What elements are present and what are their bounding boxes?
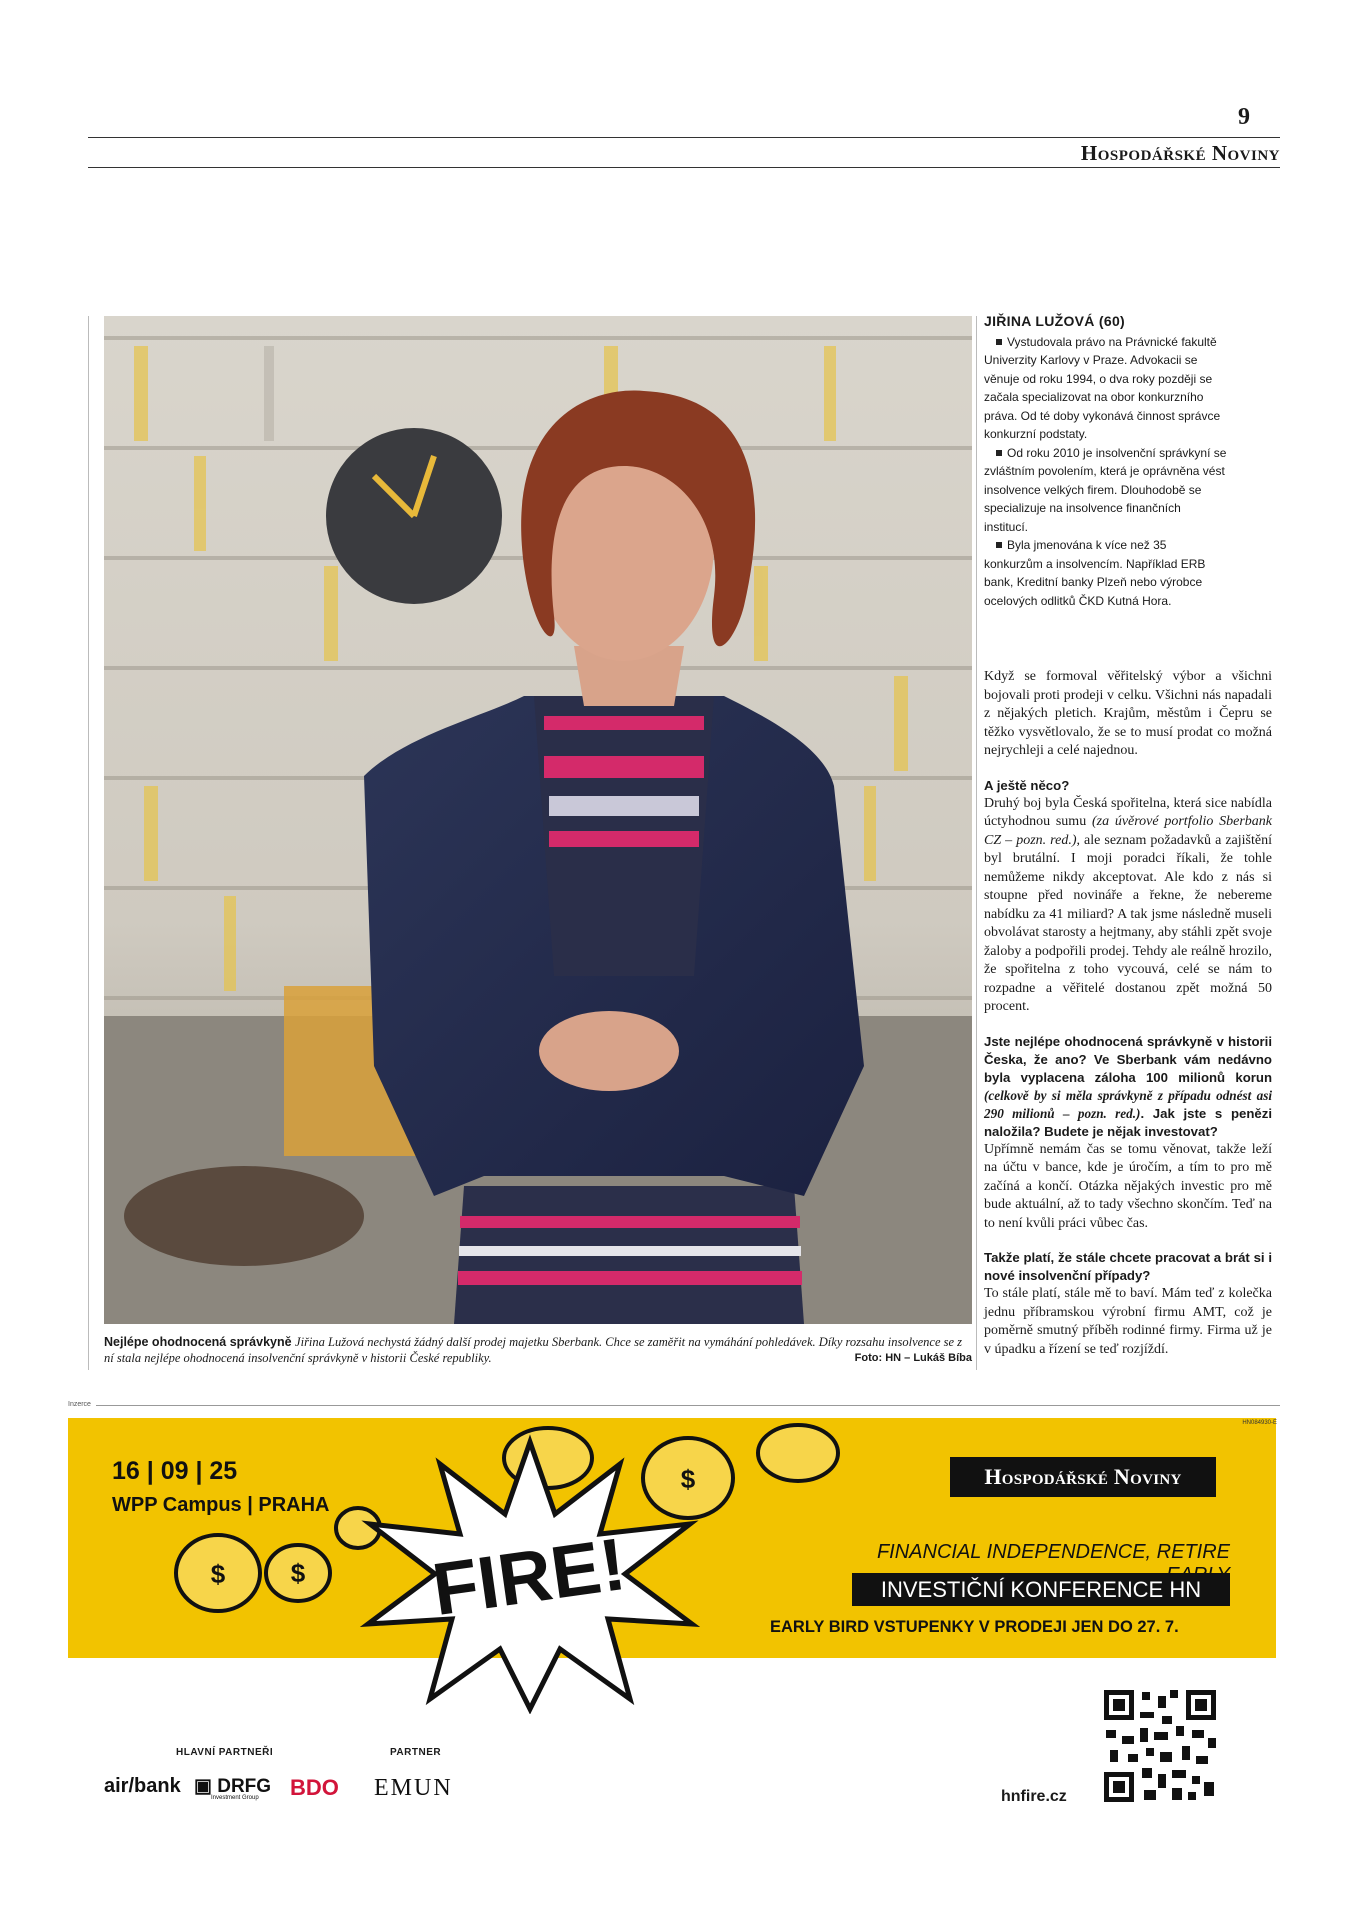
emun-logo: EMUN bbox=[374, 1775, 453, 1801]
ad-rule bbox=[96, 1405, 1280, 1406]
event-url-link[interactable]: hnfire.cz bbox=[1001, 1788, 1067, 1805]
svg-text:$: $ bbox=[290, 1558, 306, 1588]
caption-text: Jiřina Lužová nechystá žádný další prodej majetku Sberbank. Chce se zaměřit na vymáhání pohledávek. Díky rozsahu insolvence se z ní stala nejlépe ohodnocená insolvenční správkyně v historii České republiky. bbox=[104, 1335, 963, 1365]
bullet-square-icon bbox=[996, 542, 1002, 548]
interview-answer: Upřímně nemám čas se tomu věnovat, takže leží na účtu v bance, kde je úročím, a tím to pro mě začíná a končí. Otázka nějakých investic pro mě bude aktuální, až to tady všechno skončím. Teď na to není kvůli práci vůbec čas. bbox=[984, 1141, 1272, 1231]
early-bird-text: EARLY BIRD VSTUPENKY V PRODEJI JEN DO 27. 7. bbox=[770, 1618, 1179, 1636]
svg-text:$: $ bbox=[210, 1559, 226, 1589]
portrait-photo bbox=[104, 316, 972, 1324]
fire-starburst bbox=[360, 1434, 700, 1714]
column-rule bbox=[976, 316, 977, 1370]
bdo-logo: BDO bbox=[290, 1775, 339, 1800]
header-rule bbox=[88, 137, 1280, 138]
main-partners-label: HLAVNÍ PARTNEŘI bbox=[176, 1747, 274, 1758]
ad-code: HN084930-E bbox=[1242, 1420, 1277, 1426]
bio-item: Byla jmenována k více než 35 konkurzům a insolvencím. Například ERB bank, Kreditní banky Plzeň nebo výrobce ocelových odlitků ČKD Kutná Hora. bbox=[984, 538, 1206, 608]
partner-label: PARTNER bbox=[390, 1747, 442, 1758]
airbank-logo: air/bank bbox=[104, 1775, 181, 1797]
page-number: 9 bbox=[1238, 104, 1250, 130]
photo-caption bbox=[104, 1334, 972, 1366]
article-paragraph: Když se formoval věřitelský výbor a všichni bojovali proti prodeji v celku. Všichni nás napadali z nějakých pletich. Krajům, městům i Čepru se těžko vysvětlovalo, že se to musí prodat co možná nejrychleji a celé najednou. bbox=[984, 669, 1272, 758]
event-date: 16 | 09 | 25 bbox=[112, 1457, 238, 1485]
ad-tagline: FINANCIAL INDEPENDENCE, RETIRE bbox=[876, 1541, 1230, 1563]
column-rule bbox=[88, 316, 89, 1370]
masthead: Hospodářské Noviny bbox=[1080, 141, 1280, 165]
fire-headline: FIRE! bbox=[427, 1522, 631, 1632]
hn-logo: Hospodářské Noviny bbox=[950, 1457, 1216, 1497]
event-venue: WPP Campus | PRAHA bbox=[112, 1494, 330, 1516]
header-rule-bottom bbox=[88, 167, 1280, 168]
bullet-square-icon bbox=[996, 450, 1002, 456]
interview-question: A ještě něco? bbox=[984, 777, 1070, 793]
interview-question: Jste nejlépe ohodnocená správkyně v historii Česka, že ano? Ve Sberbank vám nedávno byla vyplacena záloha 100 milionů korun (celkově by si měla správkyně z případu odnést asi 290 milionů – pozn. red.). Jak jste s penězi naložila? Budete je nějak investovat? bbox=[984, 1033, 1272, 1139]
qr-code-icon[interactable] bbox=[1100, 1686, 1220, 1806]
interview-question: Takže platí, že stále chcete pracovat a brát si i nové insolvenční případy? bbox=[984, 1250, 1272, 1283]
interview-answer: Druhý boj byla Česká spořitelna, která sice nabídla úctyhodnou sumu (za úvěrové portfolio Sberbank CZ – pozn. red.), ale seznam požadavků a zajištění byl brutální. I moji poradci říkali, že tohle nemůžeme nikdy akceptovat. Ale kdo z nás si stoupne před novináře a řekne, že nebereme nabídku za 41 miliard? A tak jsme následně museli obvolávat starosty a hejtmany, aby stáhli zpět svoje žaloby a podpořili prodej. Tehdy ale reálně hrozilo, že spořitelna z toho vycouvá, celé se nám to rozpadne a věřitelé dostanou zpět možná 50 procent. bbox=[984, 795, 1272, 1014]
bio-box bbox=[984, 312, 1228, 610]
bio-item: Od roku 2010 je insolvenční správkyní se zvláštním povolením, která je oprávněna vést insolvence velkých firem. Dlouhodobě se specializuje na insolvence finančních institucí. bbox=[984, 445, 1227, 534]
ad-label: Inzerce bbox=[68, 1401, 91, 1408]
photo-credit: Foto: HN – Lukáš Bíba bbox=[854, 1352, 972, 1364]
interview-answer: To stále platí, stále mě to baví. Mám teď z kolečka jednu příbramskou výrobní firmu AMT, což je poměrně smutný příběh rodinné firmy. Firma už je v úpadku a řízení se teď rozjíždí. bbox=[984, 1286, 1272, 1357]
bio-title: JIŘINA LUŽOVÁ (60) bbox=[984, 313, 1126, 329]
drfg-logo: ▣ DRFG Investment Group bbox=[194, 1776, 272, 1801]
bio-item: Vystudovala právo na Právnické fakultě Univerzity Karlovy v Praze. Advokacii se věnuje od roku 1994, o dva roky později se začala specializovat na obor konkurzního práva. Od té doby vykonává činnost správce konkurzní podstaty. bbox=[984, 334, 1221, 441]
caption-lead: Nejlépe ohodnocená správkyně bbox=[104, 1335, 292, 1349]
article-column bbox=[984, 668, 1272, 1359]
svg-text:$: $ bbox=[680, 1464, 696, 1494]
conference-title: INVESTIČNÍ KONFERENCE HN bbox=[852, 1573, 1230, 1606]
bullet-square-icon bbox=[996, 339, 1002, 345]
